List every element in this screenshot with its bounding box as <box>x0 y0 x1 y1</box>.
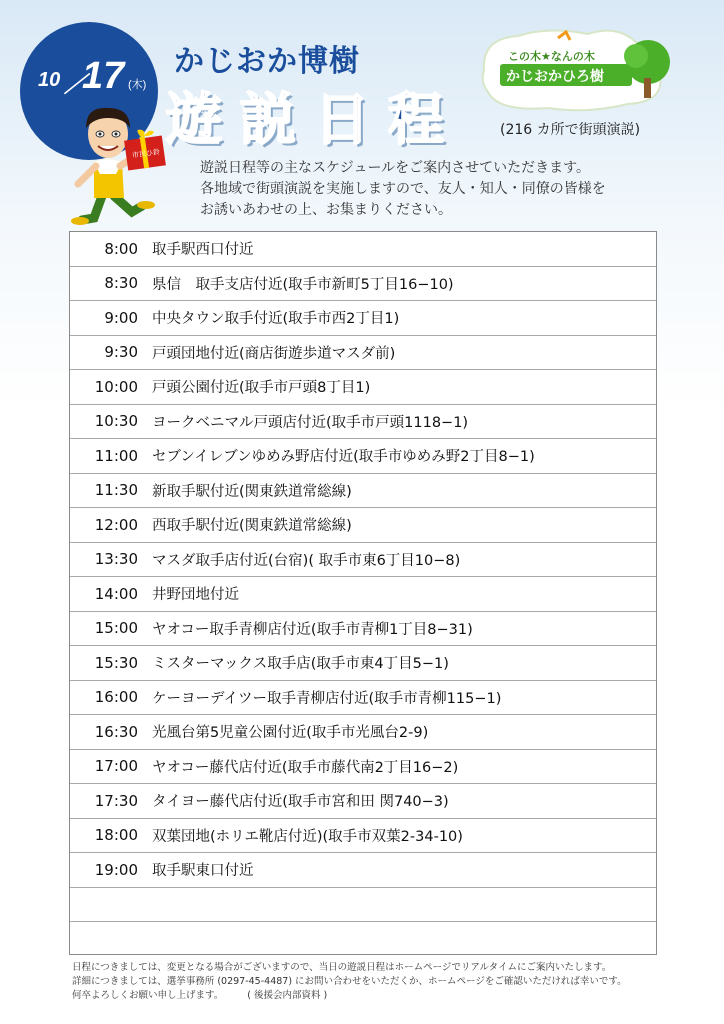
table-row <box>70 819 656 854</box>
table-row <box>70 612 656 647</box>
footer-line: 詳細につきましては、選挙事務所 (0297-45-4487) にお問い合わせをいただくか、ホームページをご確認いただければ幸いです。 <box>72 976 627 987</box>
table-row <box>70 646 656 681</box>
intro-line: お誘いあわせの上、お集まりください。 <box>200 202 452 218</box>
place-cell: 西取手駅付近(関東鉄道常総線) <box>152 518 352 535</box>
table-row <box>70 301 656 336</box>
schedule-table <box>69 231 657 955</box>
date-month: 10 <box>38 69 61 91</box>
time-cell: 8:30 <box>104 274 138 293</box>
table-row <box>70 577 656 612</box>
place-cell: マスダ取手店付近(台宿)( 取手市東6丁目10−8) <box>152 552 461 569</box>
date-day: 17 <box>82 55 125 97</box>
time-cell: 10:00 <box>94 377 138 396</box>
table-row <box>70 370 656 405</box>
intro-line: 各地域で街頭演説を実施しますので、友人・知人・同僚の皆様を <box>200 181 606 197</box>
table-row <box>70 750 656 785</box>
place-cell: 新取手駅付近(関東鉄道常総線) <box>152 483 352 500</box>
place-cell: 取手駅東口付近 <box>152 863 254 880</box>
time-cell: 14:00 <box>94 584 138 603</box>
table-row <box>70 543 656 578</box>
candidate-name: かじおか博樹 <box>174 44 360 79</box>
place-cell: 中央タウン取手付近(取手市西2丁目1) <box>152 311 400 328</box>
table-row-empty <box>70 922 656 957</box>
table-row <box>70 439 656 474</box>
table-row <box>70 474 656 509</box>
title-note: (216 カ所で街頭演説) <box>500 122 641 138</box>
table-row <box>70 267 656 302</box>
table-row <box>70 508 656 543</box>
table-row <box>70 715 656 750</box>
place-cell: ヤオコー取手青柳店付近(取手市青柳1丁目8−31) <box>152 621 473 638</box>
time-cell: 16:30 <box>94 722 138 741</box>
campaign-logo <box>478 20 678 116</box>
time-cell: 15:00 <box>94 619 138 638</box>
page-title: 遊説日程 <box>166 88 462 153</box>
time-cell: 9:00 <box>104 308 138 327</box>
intro-text <box>200 158 680 221</box>
table-row <box>70 681 656 716</box>
time-cell: 11:00 <box>94 446 138 465</box>
time-cell: 17:00 <box>94 757 138 776</box>
footer-notes <box>72 961 682 1003</box>
place-cell: 取手駅西口付近 <box>152 242 254 259</box>
time-cell: 18:00 <box>94 826 138 845</box>
date-slash: ／ <box>64 72 87 97</box>
table-row <box>70 784 656 819</box>
place-cell: ミスターマックス取手店(取手市東4丁目5−1) <box>152 656 449 673</box>
place-cell: 戸頭団地付近(商店街遊歩道マスダ前) <box>152 345 396 362</box>
mascot-box-label: 市民ひ鈴 <box>131 147 161 160</box>
place-cell: 戸頭公園付近(取手市戸頭8丁目1) <box>152 380 371 397</box>
time-cell: 11:30 <box>94 481 138 500</box>
time-cell: 12:00 <box>94 515 138 534</box>
time-cell: 17:30 <box>94 791 138 810</box>
place-cell: 双葉団地(ホリエ靴店付近)(取手市双葉2-34-10) <box>152 828 463 845</box>
footer-line: 日程につきましては、変更となる場合がございますので、当日の遊説日程はホームページでリアルタイムにご案内いたします。 <box>72 962 612 973</box>
time-cell: 10:30 <box>94 412 138 431</box>
place-cell: ヤオコー藤代店付近(取手市藤代南2丁目16−2) <box>152 759 459 776</box>
mascot-illustration <box>64 100 174 228</box>
place-cell: 光風台第5児童公園付近(取手市光風台2-9) <box>152 725 429 742</box>
table-row <box>70 853 656 888</box>
table-row <box>70 405 656 440</box>
footer-line-last <box>72 989 682 1003</box>
intro-line: 遊説日程等の主なスケジュールをご案内させていただきます。 <box>200 160 591 176</box>
logo-tagline: この木★なんの木 <box>508 50 595 63</box>
time-cell: 15:30 <box>94 653 138 672</box>
place-cell: 県信 取手支店付近(取手市新町5丁目16−10) <box>152 276 454 293</box>
table-row <box>70 232 656 267</box>
time-cell: 16:00 <box>94 688 138 707</box>
place-cell: セブンイレブンゆめみ野店付近(取手市ゆめみ野2丁目8−1) <box>152 449 535 466</box>
place-cell: 井野団地付近 <box>152 587 239 604</box>
table-row-empty <box>70 888 656 923</box>
logo-name: かじおかひろ樹 <box>506 69 604 85</box>
place-cell: タイヨー藤代店付近(取手市宮和田 関740−3) <box>152 794 449 811</box>
time-cell: 19:00 <box>94 860 138 879</box>
place-cell: ケーヨーデイツー取手青柳店付近(取手市青柳115−1) <box>152 690 502 707</box>
footer-internal-note: ( 後援会内部資料 ) <box>247 990 328 1001</box>
date-weekday: (木) <box>128 79 147 91</box>
table-row <box>70 336 656 371</box>
time-cell: 9:30 <box>104 343 138 362</box>
place-cell: ヨークベニマル戸頭店付近(取手市戸頭1118−1) <box>152 414 469 431</box>
time-cell: 8:00 <box>104 239 138 258</box>
footer-closing: 何卒よろしくお願い申し上げます。 <box>72 990 224 1001</box>
time-cell: 13:30 <box>94 550 138 569</box>
